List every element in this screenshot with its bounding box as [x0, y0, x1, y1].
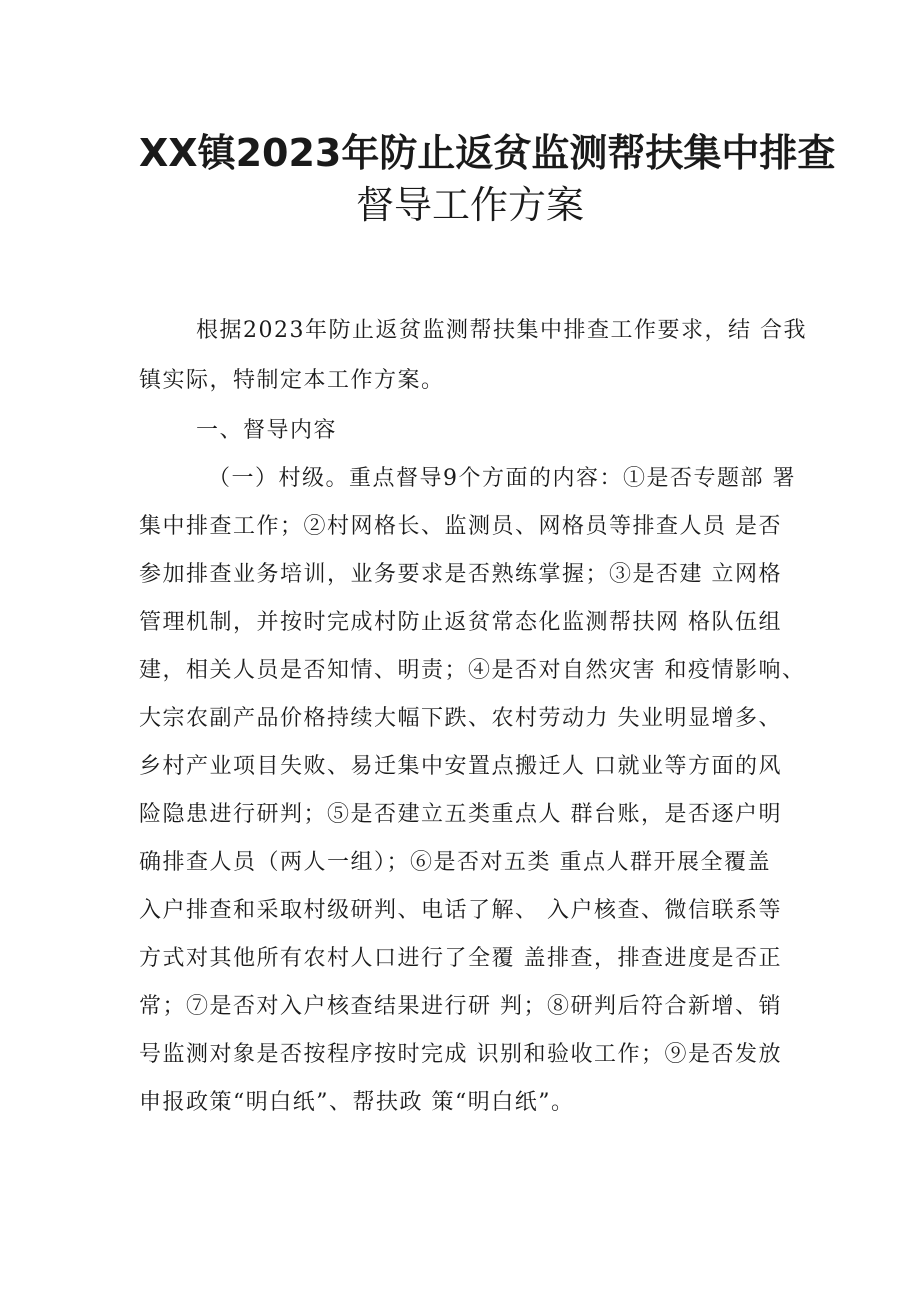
paragraph-line: 大宗农副产品价格持续大幅下跌、农村劳动力 失业明显增多、: [139, 706, 782, 731]
paragraph-line: 常；⑦是否对入户核查结果进行研 判；⑧研判后符合新增、销: [139, 994, 782, 1019]
paragraph-line: （一）村级。重点督导9个方面的内容：①是否专题部 署: [208, 466, 796, 491]
paragraph-line: 险隐患进行研判；⑤是否建立五类重点人 群台账，是否逐户明: [139, 802, 782, 827]
section-heading: 一、督导内容: [196, 418, 338, 443]
intro-line-2: 镇实际，特制定本工作方案。: [139, 368, 445, 393]
paragraph-line: 集中排查工作；②村网格长、监测员、网格员等排查人员 是否: [139, 514, 782, 539]
paragraph-line: 管理机制，并按时完成村防止返贫常态化监测帮扶网 格队伍组: [139, 610, 782, 635]
document-title-line-1: XX镇2023年防止返贫监测帮扶集中排查: [139, 131, 836, 175]
paragraph-line: 建，相关人员是否知情、明责；④是否对自然灾害 和疫情影响、: [139, 658, 806, 683]
document-title-line-2: 督导工作方案: [356, 183, 585, 227]
paragraph-line: 入户排查和采取村级研判、电话了解、 入户核查、微信联系等: [139, 898, 782, 923]
paragraph-line: 参加排查业务培训，业务要求是否熟练掌握；③是否建 立网格: [139, 562, 782, 587]
paragraph-line: 方式对其他所有农村人口进行了全覆 盖排查，排查进度是否正: [139, 946, 782, 971]
paragraph-line: 确排查人员（两人一组）；⑥是否对五类 重点人群开展全覆盖: [139, 850, 771, 875]
paragraph-line: 号监测对象是否按程序按时完成 识别和验收工作；⑨是否发放: [139, 1042, 782, 1067]
paragraph-line: 乡村产业项目失败、易迁集中安置点搬迁人 口就业等方面的风: [139, 754, 782, 779]
paragraph-line: 申报政策“明白纸”、帮扶政 策“明白纸”。: [139, 1090, 575, 1115]
intro-line-1: 根据2023年防止返贫监测帮扶集中排查工作要求，结 合我: [196, 318, 807, 343]
